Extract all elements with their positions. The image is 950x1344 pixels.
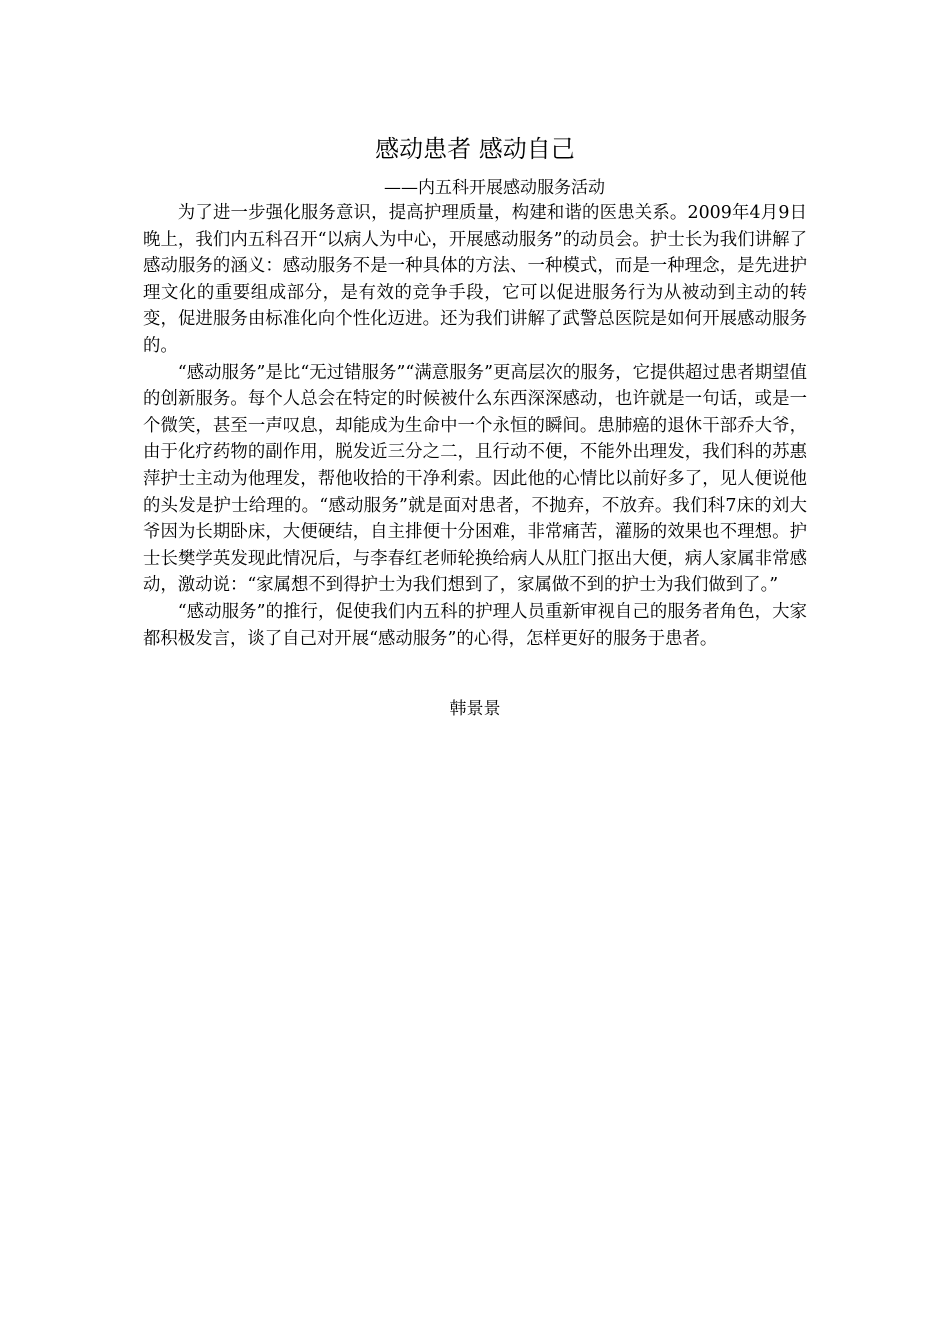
paragraph-1: 为了进一步强化服务意识，提高护理质量，构建和谐的医患关系。2009年4月9日晚上，我们内五科召开“以病人为中心，开展感动服务”的动员会。护士长为我们讲解了感动服务的涵义：感动服务不是一种具体的方法、一种模式，而是一种理念，是先进护理文化的重要组成部分，是有效的竞争手段，它可以促进服务行为从被动到主动的转变，促进服务由标准化向个性化迈进。还为我们讲解了武警总医院是如何开展感动服务的。 [143,203,807,356]
paragraph-3: “感动服务”的推行，促使我们内五科的护理人员重新审视自己的服务者角色，大家都积极发言，谈了自己对开展“感动服务”的心得，怎样更好的服务于患者。 [143,601,807,649]
paragraph-2: “感动服务”是比“无过错服务”“满意服务”更高层次的服务，它提供超过患者期望值的创新服务。每个人总会在特定的时候被什么东西深深感动，也许就是一句话，或是一个微笑，甚至一声叹息，却能成为生命中一个永恒的瞬间。患肺癌的退休干部乔大爷，由于化疗药物的副作用，脱发近三分之二，且行动不便，不能外出理发，我们科的苏惠萍护士主动为他理发，帮他收拾的干净利索。因此他的心情比以前好多了，见人便说他的头发是护士给理的。“感动服务”就是面对患者，不抛弃，不放弃。我们科7床的刘大爷因为长期卧床，大便硬结，自主排便十分困难，非常痛苦，灌肠的效果也不理想。护士长樊学英发现此情况后，与李春红老师轮换给病人从肛门抠出大便，病人家属非常感动，激动说：“家属想不到得护士为我们想到了，家属做不到的护士为我们做到了。” [143,362,807,596]
document-subtitle: ——内五科开展感动服务活动 [384,178,605,198]
document-body [143,200,807,652]
document-title: 感动患者 感动自己 [375,135,575,163]
author-name: 韩景景 [449,699,501,719]
